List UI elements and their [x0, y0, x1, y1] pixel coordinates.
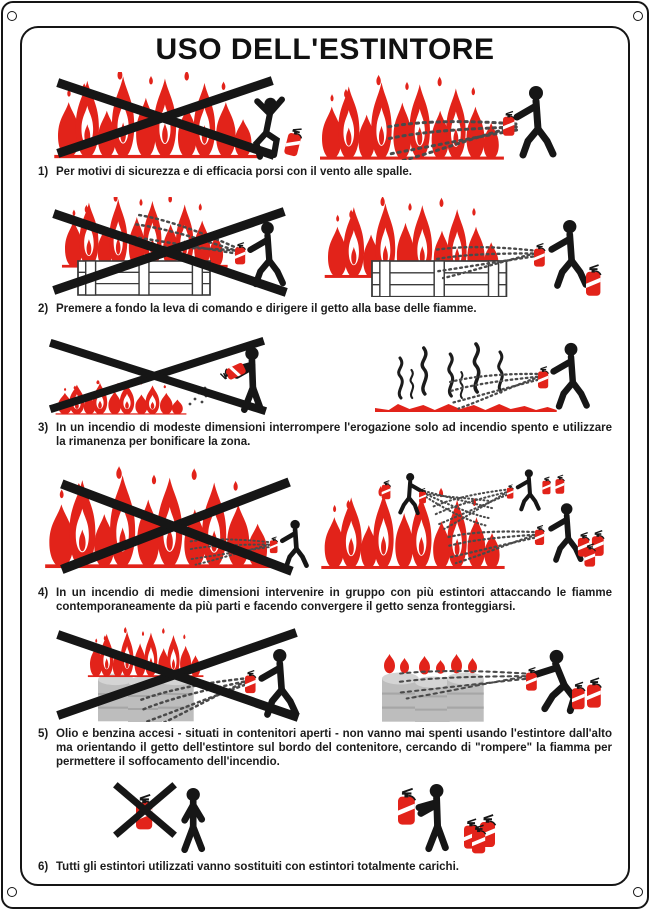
illustration-6-wrong: [66, 777, 276, 855]
instruction-6-text: Tutti gli estintori utilizzati vanno sostituiti con estintori totalmente carichi.: [56, 861, 459, 873]
illustration-6-correct: [364, 777, 574, 855]
instruction-5-text: Olio e benzina accesi - situati in contenitori aperti - non vanno mai spenti usando l'estintore dall'alto ma orientando il getto dell'estintore sul bordo del contenitore, cercando di "rompere" la fiamma per permettere il soffocamento dell'incendio.: [56, 728, 612, 768]
instruction-1: [36, 165, 614, 179]
instruction-6: [36, 860, 614, 874]
instruction-row-3-art: [36, 336, 614, 416]
illustration-5-wrong: [40, 622, 320, 722]
illustration-1-correct: [320, 72, 610, 160]
instruction-4-number: 4): [38, 587, 49, 599]
instruction-row-1-art: [36, 72, 614, 160]
screw-hole-icon: [7, 11, 17, 21]
instruction-2-number: 2): [38, 303, 49, 315]
screw-hole-icon: [633, 887, 643, 897]
sign-panel: [20, 26, 630, 886]
instruction-4: [36, 586, 614, 614]
instruction-4-text: In un incendio di medie dimensioni intervenire in gruppo con più estintori attaccando le fiamme contemporaneamente da più parti e facendo convergere il getto senza fronteggiarsi.: [56, 587, 612, 613]
instruction-2: [36, 302, 614, 316]
illustration-2-wrong: [40, 197, 310, 297]
page-title: USO DELL'ESTINTORE: [155, 33, 495, 66]
instruction-row-4-art: [36, 463, 614, 581]
instruction-row-2-art: [36, 197, 614, 297]
illustration-5-correct: [320, 622, 610, 722]
instruction-3-number: 3): [38, 422, 49, 434]
screw-hole-icon: [7, 887, 17, 897]
screw-hole-icon: [633, 11, 643, 21]
instruction-1-number: 1): [38, 166, 49, 178]
instruction-5: [36, 727, 614, 769]
instruction-row-6-art: [36, 777, 614, 855]
illustration-4-correct: [320, 463, 610, 581]
illustration-2-correct: [320, 197, 610, 297]
instruction-6-number: 6): [38, 861, 49, 873]
instruction-row-5-art: [36, 622, 614, 722]
illustration-3-correct: [350, 336, 610, 416]
instruction-5-number: 5): [38, 728, 49, 740]
instruction-2-text: Premere a fondo la leva di comando e dirigere il getto alla base delle fiamme.: [56, 303, 477, 315]
instruction-3: [36, 421, 614, 449]
instruction-3-text: In un incendio di modeste dimensioni interrompere l'erogazione solo ad incendio spento e utilizzare la rimanenza per bonificare la zona.: [56, 422, 612, 448]
illustration-1-wrong: [40, 72, 320, 160]
illustration-4-wrong: [40, 463, 320, 581]
instruction-1-text: Per motivi di sicurezza e di efficacia porsi con il vento alle spalle.: [56, 166, 412, 178]
illustration-3-wrong: [40, 336, 300, 416]
